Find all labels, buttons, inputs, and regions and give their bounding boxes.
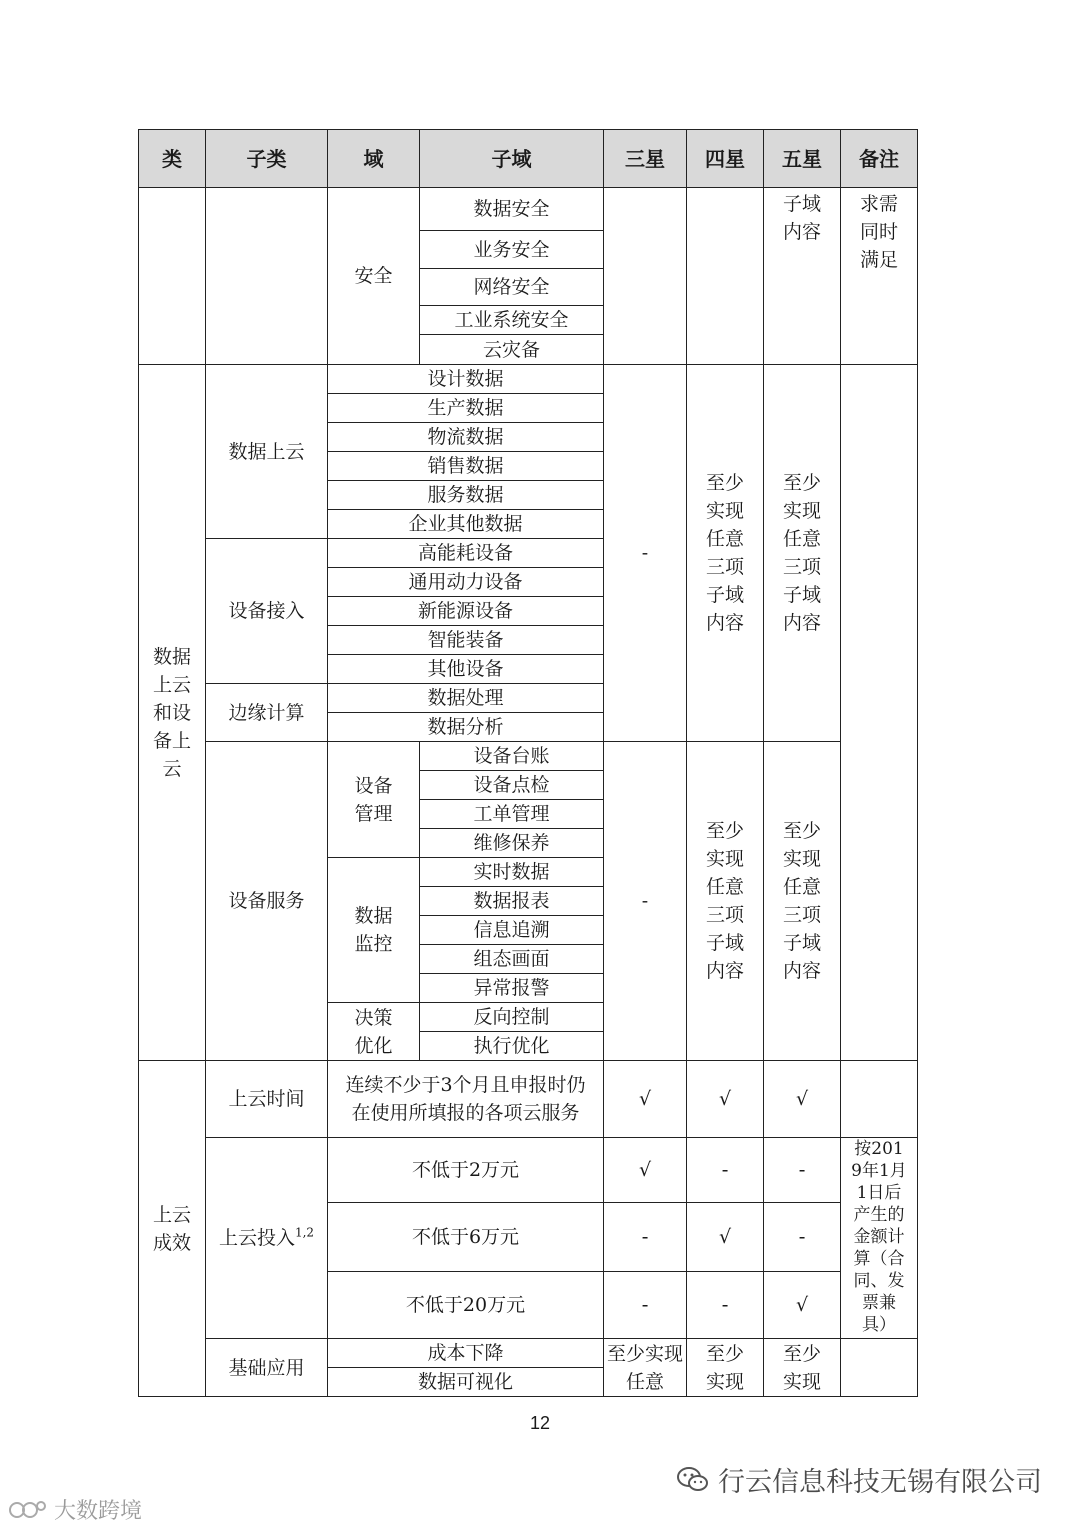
group2-three-star: - — [604, 742, 687, 1061]
subdomain-cell: 工单管理 — [420, 800, 604, 829]
investment-three-star: √ — [604, 1138, 687, 1203]
subdomain-cell: 数据安全 — [420, 188, 604, 231]
header-five-star: 五星 — [764, 130, 841, 188]
basic-five-star: 至少实现 — [764, 1339, 841, 1397]
subdomain-cell: 数据报表 — [420, 887, 604, 916]
investment-note: 按2019年1月1日后产生的金额计算（合同、发票兼具） — [841, 1138, 918, 1339]
device-access-subcategory: 设备接入 — [206, 539, 328, 684]
header-subdomain: 子域 — [420, 130, 604, 188]
investment-three-star: - — [604, 1202, 687, 1271]
investment-five-star: - — [764, 1138, 841, 1203]
header-row — [139, 130, 918, 188]
subdomain-cell: 实时数据 — [420, 858, 604, 887]
wechat-icon — [676, 1465, 710, 1495]
subdomain-cell: 数据可视化 — [328, 1368, 604, 1397]
evaluation-table — [138, 129, 918, 1397]
subdomain-cell: 其他设备 — [328, 655, 604, 684]
subdomain-cell: 成本下降 — [328, 1339, 604, 1368]
subdomain-cell: 数据分析 — [328, 713, 604, 742]
empty-category-cell — [139, 188, 206, 365]
data-cloud-category: 数据上云和设备上云 — [139, 365, 206, 1061]
subdomain-cell: 企业其他数据 — [328, 510, 604, 539]
edge-subcategory: 边缘计算 — [206, 684, 328, 742]
empty-subcategory-cell — [206, 188, 328, 365]
subdomain-cell: 设备点检 — [420, 771, 604, 800]
subdomain-cell: 高能耗设备 — [328, 539, 604, 568]
investment-five-star: - — [764, 1202, 841, 1271]
basic-subcategory: 基础应用 — [206, 1339, 328, 1397]
device-service-subcategory: 设备服务 — [206, 742, 328, 1061]
group1-four-star: 至少实现任意三项子域内容 — [687, 365, 764, 742]
group1-five-star: 至少实现任意三项子域内容 — [764, 365, 841, 742]
subdomain-cell: 设计数据 — [328, 365, 604, 394]
basic-four-star: 至少实现 — [687, 1339, 764, 1397]
watermark-right — [676, 1460, 1042, 1499]
investment-subcategory: 上云投入$^{1,2}$ — [206, 1138, 328, 1339]
group2-four-star: 至少实现任意三项子域内容 — [687, 742, 764, 1061]
header-domain: 域 — [328, 130, 420, 188]
investment-content: 不低于6万元 — [328, 1202, 604, 1271]
subdomain-cell: 信息追溯 — [420, 916, 604, 945]
subdomain-cell: 通用动力设备 — [328, 568, 604, 597]
investment-four-star: - — [687, 1271, 764, 1338]
investment-content: 不低于2万元 — [328, 1138, 604, 1203]
time-subcategory: 上云时间 — [206, 1061, 328, 1138]
effect-category: 上云成效 — [139, 1061, 206, 1397]
watermark-company: 行云信息科技无锡有限公司 — [718, 1467, 1042, 1498]
time-content: 连续不少于3个月且申报时仍在使用所填报的各项云服务 — [328, 1061, 604, 1138]
time-four-star: √ — [687, 1061, 764, 1138]
investment-five-star: √ — [764, 1271, 841, 1338]
subdomain-cell: 新能源设备 — [328, 597, 604, 626]
subdomain-cell: 反向控制 — [420, 1003, 604, 1032]
investment-content: 不低于20万元 — [328, 1271, 604, 1338]
basic-note — [841, 1339, 918, 1397]
security-three-star — [604, 188, 687, 365]
device-management-domain: 设备管理 — [328, 742, 420, 858]
group1-three-star: - — [604, 365, 687, 742]
subdomain-cell: 业务安全 — [420, 231, 604, 269]
time-five-star: √ — [764, 1061, 841, 1138]
subdomain-cell: 设备台账 — [420, 742, 604, 771]
data-cloud-note — [841, 365, 918, 1061]
header-four-star: 四星 — [687, 130, 764, 188]
security-five-star: 子域内容 — [764, 188, 841, 365]
subdomain-cell: 异常报警 — [420, 974, 604, 1003]
subdomain-cell: 生产数据 — [328, 394, 604, 423]
weibo-icon — [8, 1497, 50, 1523]
basic-three-star: 至少实现任意 — [604, 1339, 687, 1397]
subdomain-cell: 服务数据 — [328, 481, 604, 510]
subdomain-cell: 销售数据 — [328, 452, 604, 481]
subdomain-cell: 执行优化 — [420, 1032, 604, 1061]
investment-four-star: - — [687, 1138, 764, 1203]
page-number: 12 — [529, 1413, 551, 1433]
security-domain: 安全 — [328, 188, 420, 365]
subdomain-cell: 智能装备 — [328, 626, 604, 655]
group2-five-star: 至少实现任意三项子域内容 — [764, 742, 841, 1061]
investment-four-star: √ — [687, 1202, 764, 1271]
time-three-star: √ — [604, 1061, 687, 1138]
header-note: 备注 — [841, 130, 918, 188]
header-three-star: 三星 — [604, 130, 687, 188]
data-monitoring-domain: 数据监控 — [328, 858, 420, 1003]
subdomain-cell: 网络安全 — [420, 269, 604, 306]
watermark-brand: 大数跨境 — [54, 1499, 143, 1524]
decision-domain: 决策优化 — [328, 1003, 420, 1061]
subdomain-cell: 云灾备 — [420, 335, 604, 365]
header-category: 类 — [139, 130, 206, 188]
investment-three-star: - — [604, 1271, 687, 1338]
security-note: 求需同时满足 — [841, 188, 918, 365]
watermark-left — [8, 1494, 142, 1525]
subdomain-cell: 物流数据 — [328, 423, 604, 452]
time-note — [841, 1061, 918, 1138]
subdomain-cell: 数据处理 — [328, 684, 604, 713]
header-subcategory: 子类 — [206, 130, 328, 188]
data-up-subcategory: 数据上云 — [206, 365, 328, 539]
security-four-star — [687, 188, 764, 365]
subdomain-cell: 组态画面 — [420, 945, 604, 974]
subdomain-cell: 工业系统安全 — [420, 306, 604, 335]
subdomain-cell: 维修保养 — [420, 829, 604, 858]
